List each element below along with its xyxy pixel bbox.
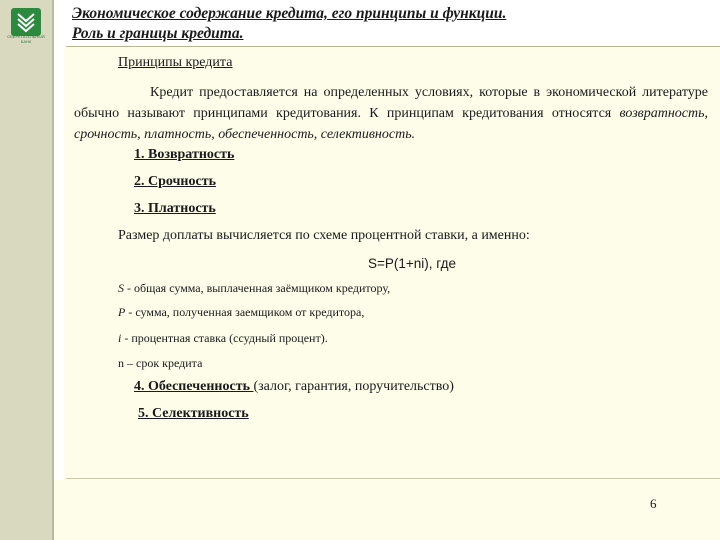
page-number: 6 [650,496,657,511]
intro-paragraph [74,82,708,145]
footer-divider [66,478,720,479]
logo-caption: СБЕРЕГАТЕЛЬНЫЙ БАНК [7,34,45,44]
var-p: P [118,305,126,319]
principle-1: 1. Возвратность [134,147,235,162]
principle-4-detail: (залог, гарантия, поручительство) [253,379,454,394]
intro-text: Кредит предоставляется на определенных условиях, которые в экономической литературе обычно называют принципами кредитования. К принципам кредитования относятся [74,85,708,121]
definition-s [118,279,390,297]
title-line-1: Экономическое содержание кредита, его принципы и функции. [72,5,507,22]
definition-p-text: - сумма, полученная заемщиком от кредитора, [125,305,365,319]
principle-5: 5. Селективность [138,406,249,421]
var-i: i [118,331,122,345]
footer-panel [54,480,720,540]
intro-italic-list: возвратность, срочность, платность, обеспеченность, селективность. [74,106,708,142]
title-divider [66,46,720,47]
sidebar [0,0,52,540]
sidebar-divider [52,0,54,540]
definition-i-text: - процентная ставка (ссудный процент). [121,331,328,345]
formula: S=P(1+ni), где [368,256,456,271]
slide-title [72,4,506,44]
definition-s-text: - общая сумма, выплаченная заёмщиком кредитору, [124,281,391,295]
definition-p [118,303,364,321]
principle-4-label: 4. Обеспеченность [134,379,254,394]
principle-3: 3. Платность [134,201,216,216]
title-line-2: Роль и границы кредита. [72,25,244,42]
var-s: S [118,281,124,295]
section-heading: Принципы кредита [118,55,233,70]
principle-2: 2. Срочность [134,174,216,189]
principle-4 [134,378,454,396]
rate-text: Размер доплаты вычисляется по схеме процентной ставки, а именно: [118,228,530,243]
definition-i [118,329,328,347]
definition-n: n – срок кредита [118,356,203,370]
